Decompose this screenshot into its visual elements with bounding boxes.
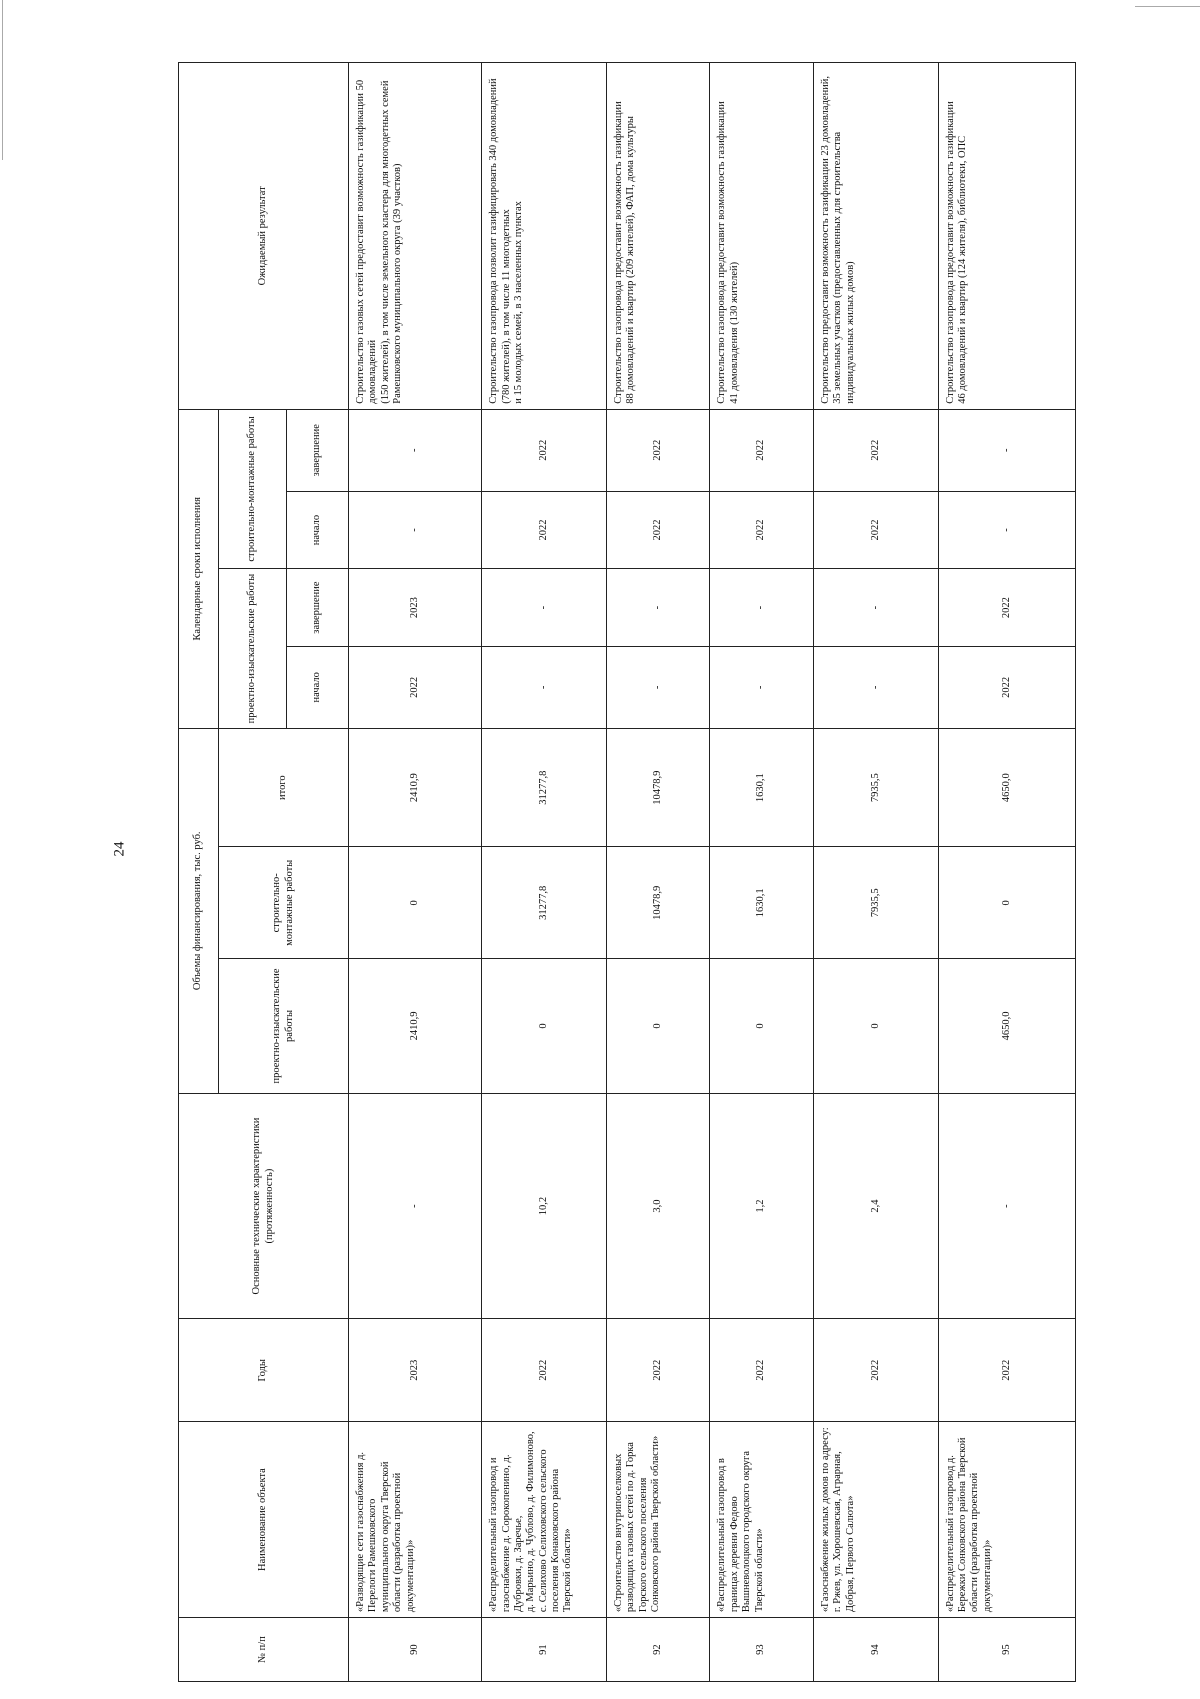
row-fin-construction: 0 (349, 847, 482, 959)
table-row (482, 63, 607, 1682)
row-result: Строительство газопровода предоставит возможность газификации 88 домовладений и квартир (209 жителей), ФАП, дома культуры (606, 63, 710, 410)
row-design-end: - (710, 569, 814, 647)
header-tech: Основные технические характеристики (протяженность) (179, 1093, 349, 1319)
header-constr-start: начало (287, 491, 349, 569)
row-constr-start: 2022 (606, 491, 710, 569)
row-fin-design: 0 (813, 959, 938, 1094)
row-design-start: - (606, 646, 710, 728)
header-fin-total: итого (219, 728, 349, 847)
row-result: Строительство газопровода предоставит возможность газификации 41 домовладения (130 жителей) (710, 63, 814, 410)
row-fin-design: 0 (710, 959, 814, 1094)
scan-edge-mark (2, 0, 3, 160)
row-num: 92 (606, 1618, 710, 1682)
header-constr-end: завершение (287, 409, 349, 491)
header-finance-group: Объемы финансирования, тыс. руб. (179, 728, 219, 1093)
row-constr-end: 2022 (482, 409, 607, 491)
row-object-name: «Разводящие сети газоснабжения д. Перелоги Рамешковского муниципального округа Тверской области (разработка проектной документации)» (349, 1422, 482, 1618)
row-result: Строительство предоставит возможность газификации 23 домовладений, 35 земельных участков (предоставленных для строительства индивидуальных жилых домов) (813, 63, 938, 410)
row-design-end: - (606, 569, 710, 647)
row-tech: 2,4 (813, 1093, 938, 1319)
row-years: 2022 (482, 1319, 607, 1422)
table-row (606, 63, 710, 1682)
table-row (938, 63, 1075, 1682)
row-object-name: «Газоснабжение жилых домов по адресу: г. Ржев, ул. Хорошевская, Аграрная, Добрая, Первого Салюта» (813, 1422, 938, 1618)
row-years: 2022 (813, 1319, 938, 1422)
header-years: Годы (179, 1319, 349, 1422)
row-constr-end: 2022 (606, 409, 710, 491)
row-fin-construction: 0 (938, 847, 1075, 959)
row-design-start: - (710, 646, 814, 728)
row-num: 94 (813, 1618, 938, 1682)
row-constr-end: - (349, 409, 482, 491)
row-design-end: 2022 (938, 569, 1075, 647)
header-cal-construction: строительно-монтажные работы (219, 409, 287, 569)
row-constr-start: 2022 (482, 491, 607, 569)
row-num: 93 (710, 1618, 814, 1682)
row-design-end: 2023 (349, 569, 482, 647)
row-years: 2022 (606, 1319, 710, 1422)
row-fin-construction: 7935,5 (813, 847, 938, 959)
row-fin-total: 1630,1 (710, 728, 814, 847)
row-num: 90 (349, 1618, 482, 1682)
row-design-start: 2022 (349, 646, 482, 728)
row-constr-end: 2022 (710, 409, 814, 491)
row-tech: 3,0 (606, 1093, 710, 1319)
row-object-name: «Распределительный газопровод в границах деревни Федово Вышневолоцкого городского округа Тверской области» (710, 1422, 814, 1618)
page-number: 24 (111, 841, 128, 857)
gas-pipeline-objects-table (178, 62, 1076, 1682)
row-years: 2022 (938, 1319, 1075, 1422)
row-fin-total: 31277,8 (482, 728, 607, 847)
row-tech: - (349, 1093, 482, 1319)
row-constr-start: 2022 (710, 491, 814, 569)
row-constr-start: - (349, 491, 482, 569)
row-fin-construction: 31277,8 (482, 847, 607, 959)
row-years: 2023 (349, 1319, 482, 1422)
row-tech: 1,2 (710, 1093, 814, 1319)
row-tech: - (938, 1093, 1075, 1319)
row-constr-end: - (938, 409, 1075, 491)
row-fin-total: 2410,9 (349, 728, 482, 847)
header-design-start: начало (287, 646, 349, 728)
scan-edge-mark (1135, 6, 1200, 7)
table-row (349, 63, 482, 1682)
header-cal-design: проектно-изыскательские работы (219, 569, 287, 729)
row-design-start: - (813, 646, 938, 728)
row-tech: 10,2 (482, 1093, 607, 1319)
rotated-table-container (178, 62, 1076, 1682)
header-fin-construction: строительно-монтажные работы (219, 847, 349, 959)
row-object-name: «Распределительный газопровод д. Бережки Сонковского района Тверской области (разработка проектной документации)» (938, 1422, 1075, 1618)
row-fin-construction: 10478,9 (606, 847, 710, 959)
row-fin-construction: 1630,1 (710, 847, 814, 959)
row-fin-total: 10478,9 (606, 728, 710, 847)
header-fin-design: проектно-изыскательские работы (219, 959, 349, 1094)
header-num: № п/п (179, 1618, 349, 1682)
row-design-start: - (482, 646, 607, 728)
row-fin-design: 0 (606, 959, 710, 1094)
row-fin-design: 4650,0 (938, 959, 1075, 1094)
row-fin-total: 7935,5 (813, 728, 938, 847)
table-row (710, 63, 814, 1682)
row-design-end: - (813, 569, 938, 647)
row-fin-design: 2410,9 (349, 959, 482, 1094)
row-result: Строительство газовых сетей предоставит возможность газификации 50 домовладений (150 жителей), в том числе земельного кластера для многодетных семей Рамешковского муниципального округа (39 участков) (349, 63, 482, 410)
row-constr-end: 2022 (813, 409, 938, 491)
row-design-end: - (482, 569, 607, 647)
header-name: Наименование объекта (179, 1422, 349, 1618)
row-fin-design: 0 (482, 959, 607, 1094)
row-num: 91 (482, 1618, 607, 1682)
row-object-name: «Строительство внутрипоселковых разводящих газовых сетей по д. Горка Горского сельского поселения Сонковского района Тверской области» (606, 1422, 710, 1618)
row-constr-start: - (938, 491, 1075, 569)
header-design-end: завершение (287, 569, 349, 647)
row-result: Строительство газопровода предоставит возможность газификации 46 домовладений и квартир (124 жителя), библиотеки, ОПС (938, 63, 1075, 410)
row-num: 95 (938, 1618, 1075, 1682)
row-object-name: «Распределительный газопровод и газоснабжение д. Сорокопенино, д. Дубровки, д. Заречье, д. Марьино, д. Чублово, д. Филимоново, с. Селихово Селиховского сельского поселения Конаковского района Тверской области» (482, 1422, 607, 1618)
header-result: Ожидаемый результат (179, 63, 349, 410)
header-calendar-group: Календарные сроки исполнения (179, 409, 219, 728)
table-row (813, 63, 938, 1682)
row-fin-total: 4650,0 (938, 728, 1075, 847)
row-result: Строительство газопровода позволит газифицировать 340 домовладений (780 жителей), в том числе 11 многодетных и 15 молодых семей, в 3 населенных пунктах (482, 63, 607, 410)
row-design-start: 2022 (938, 646, 1075, 728)
row-years: 2022 (710, 1319, 814, 1422)
row-constr-start: 2022 (813, 491, 938, 569)
